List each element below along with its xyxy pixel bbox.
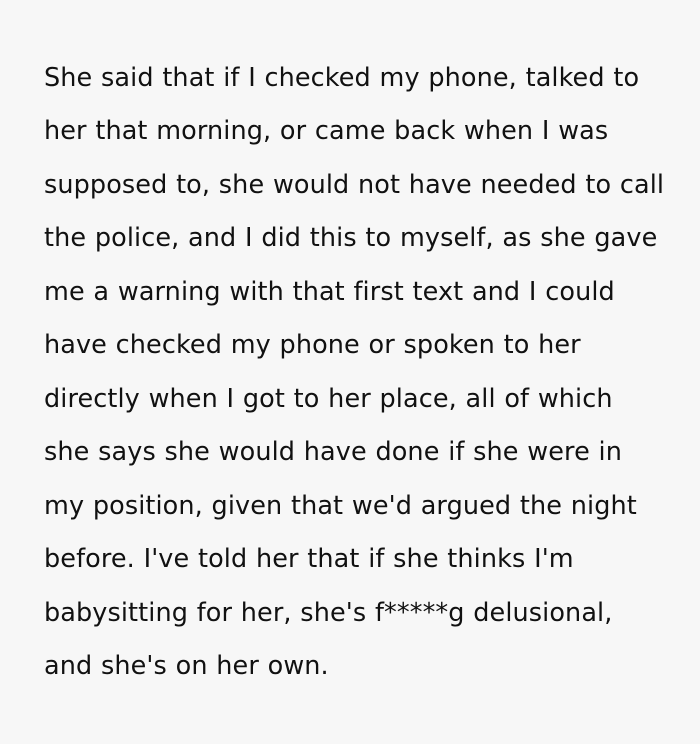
story-paragraph: She said that if I checked my phone, talked to her that morning, or came back when I was supposed to, she would not have needed to call the police, and I did this to myself, as she gave me a warning with that first text and I could have checked my phone or spoken to her directly when I got to her place, all of which she says she would have done if she were in my position, given that we'd argued the night before. I've told her that if she thinks I'm babysitting for her, she's f*****g delusional, and she's on her own. bbox=[44, 62, 673, 681]
